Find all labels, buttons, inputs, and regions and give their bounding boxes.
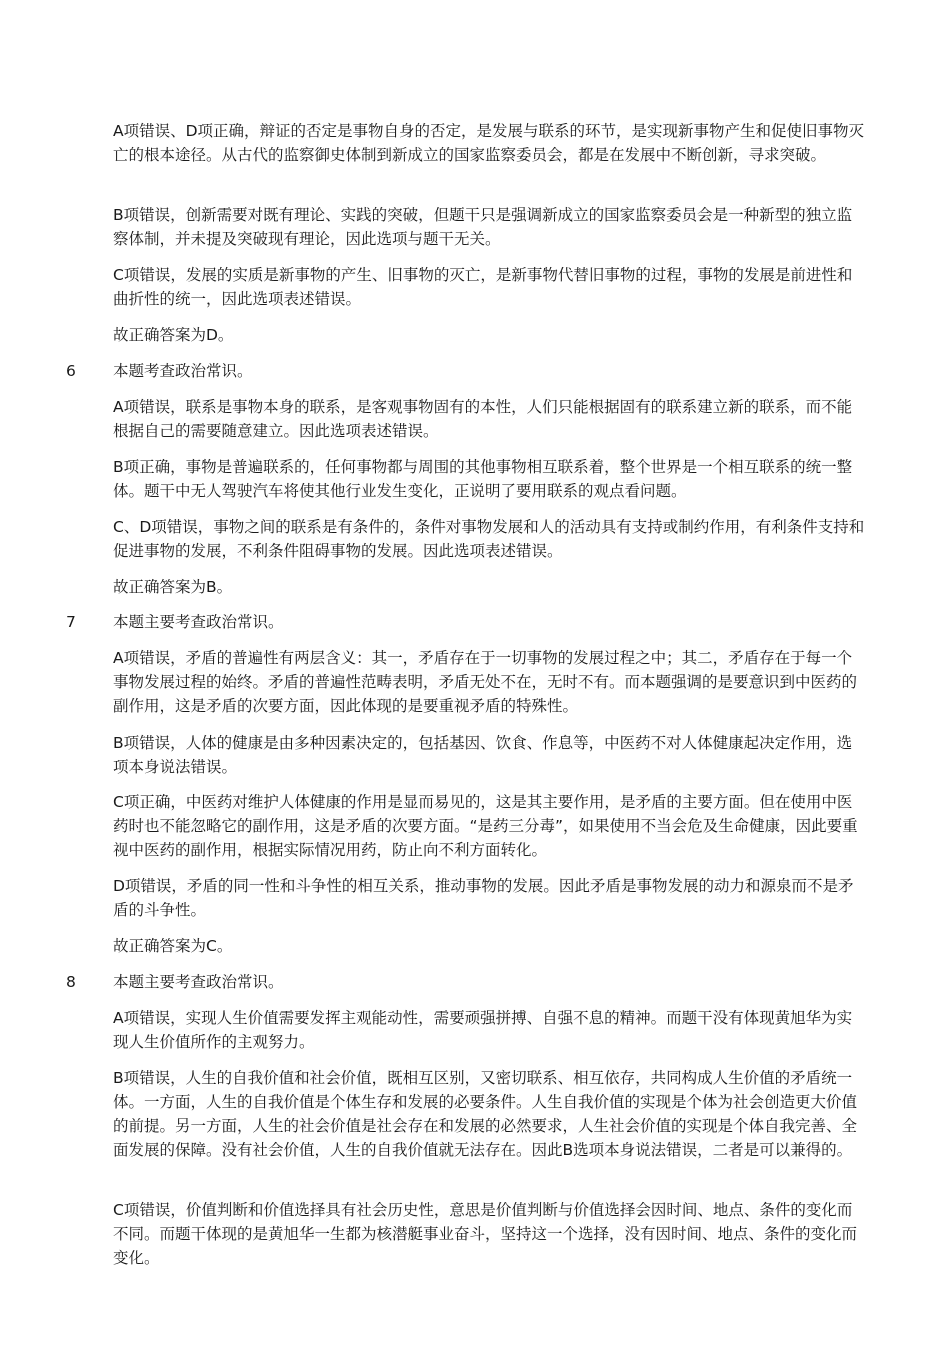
explanation-paragraph: B项错误，人体的健康是由多种因素决定的，包括基因、饮食、作息等，中医药不对人体健康起决定作用，选项本身说法错误。 xyxy=(113,734,853,776)
explanation-paragraph: A项错误，联系是事物本身的联系，是客观事物固有的本性，人们只能根据固有的联系建立新的联系，而不能根据自己的需要随意建立。因此选项表述错误。 xyxy=(113,398,853,440)
explanation-paragraph: A项错误，实现人生价值需要发挥主观能动性，需要顽强拼搏、自强不息的精神。而题干没有体现黄旭华为实现人生价值所作的主观努力。 xyxy=(113,1009,853,1051)
question-number: 7 xyxy=(66,613,76,631)
answer-line: 故正确答案为B。 xyxy=(113,578,233,596)
question-heading: 本题主要考查政治常识。 xyxy=(113,613,284,631)
explanation-paragraph: B项正确，事物是普遍联系的，任何事物都与周围的其他事物相互联系着，整个世界是一个相互联系的统一整体。题干中无人驾驶汽车将使其他行业发生变化，正说明了要用联系的观点看问题。 xyxy=(113,458,853,500)
question-number: 6 xyxy=(66,362,76,380)
question-heading: 本题考查政治常识。 xyxy=(113,362,253,380)
explanation-paragraph: B项错误，人生的自我价值和社会价值，既相互区别，又密切联系、相互依存，共同构成人生价值的矛盾统一体。一方面，人生的自我价值是个体生存和发展的必要条件。人生自我价值的实现是个体为社会创造更大价值的前提。另一方面，人生的社会价值是社会存在和发展的必然要求，人生社会价值的实现是个体自我完善、全面发展的保障。没有社会价值，人生的自我价值就无法存在。因此B选项本身说法错误，二者是可以兼得的。 xyxy=(113,1069,858,1159)
question-number: 8 xyxy=(66,973,76,991)
explanation-paragraph: A项错误，矛盾的普遍性有两层含义：其一，矛盾存在于一切事物的发展过程之中；其二，矛盾存在于每一个事物发展过程的始终。矛盾的普遍性范畴表明，矛盾无处不在，无时不有。而本题强调的是要意识到中医药的副作用，这是矛盾的次要方面，因此体现的是要重视矛盾的特殊性。 xyxy=(113,649,858,715)
question-heading: 本题主要考查政治常识。 xyxy=(113,973,284,991)
explanation-paragraph: C、D项错误，事物之间的联系是有条件的，条件对事物发展和人的活动具有支持或制约作用，有利条件支持和促进事物的发展，不利条件阻碍事物的发展。因此选项表述错误。 xyxy=(113,518,865,560)
explanation-paragraph: B项错误，创新需要对既有理论、实践的突破，但题干只是强调新成立的国家监察委员会是一种新型的独立监察体制，并未提及突破现有理论，因此选项与题干无关。 xyxy=(113,206,853,248)
explanation-paragraph: A项错误、D项正确，辩证的否定是事物自身的否定，是发展与联系的环节，是实现新事物产生和促使旧事物灭亡的根本途径。从古代的监察御史体制到新成立的国家监察委员会，都是在发展中不断创新，寻求突破。 xyxy=(113,122,865,164)
explanation-paragraph: D项错误，矛盾的同一性和斗争性的相互关系，推动事物的发展。因此矛盾是事物发展的动力和源泉而不是矛盾的斗争性。 xyxy=(113,877,854,919)
explanation-paragraph: C项正确，中医药对维护人体健康的作用是显而易见的，这是其主要作用，是矛盾的主要方面。但在使用中医药时也不能忽略它的副作用，这是矛盾的次要方面。“是药三分毒”，如果使用不当会危及生命健康，因此要重视中医药的副作用，根据实际情况用药，防止向不利方面转化。 xyxy=(113,793,858,859)
explanation-paragraph: C项错误，发展的实质是新事物的产生、旧事物的灭亡，是新事物代替旧事物的过程，事物的发展是前进性和曲折性的统一，因此选项表述错误。 xyxy=(113,266,853,308)
answer-line: 故正确答案为C。 xyxy=(113,937,233,955)
answer-line: 故正确答案为D。 xyxy=(113,326,234,344)
explanation-paragraph: C项错误，价值判断和价值选择具有社会历史性，意思是价值判断与价值选择会因时间、地点、条件的变化而不同。而题干体现的是黄旭华一生都为核潜艇事业奋斗，坚持这一个选择，没有因时间、地点、条件的变化而变化。 xyxy=(113,1201,858,1267)
